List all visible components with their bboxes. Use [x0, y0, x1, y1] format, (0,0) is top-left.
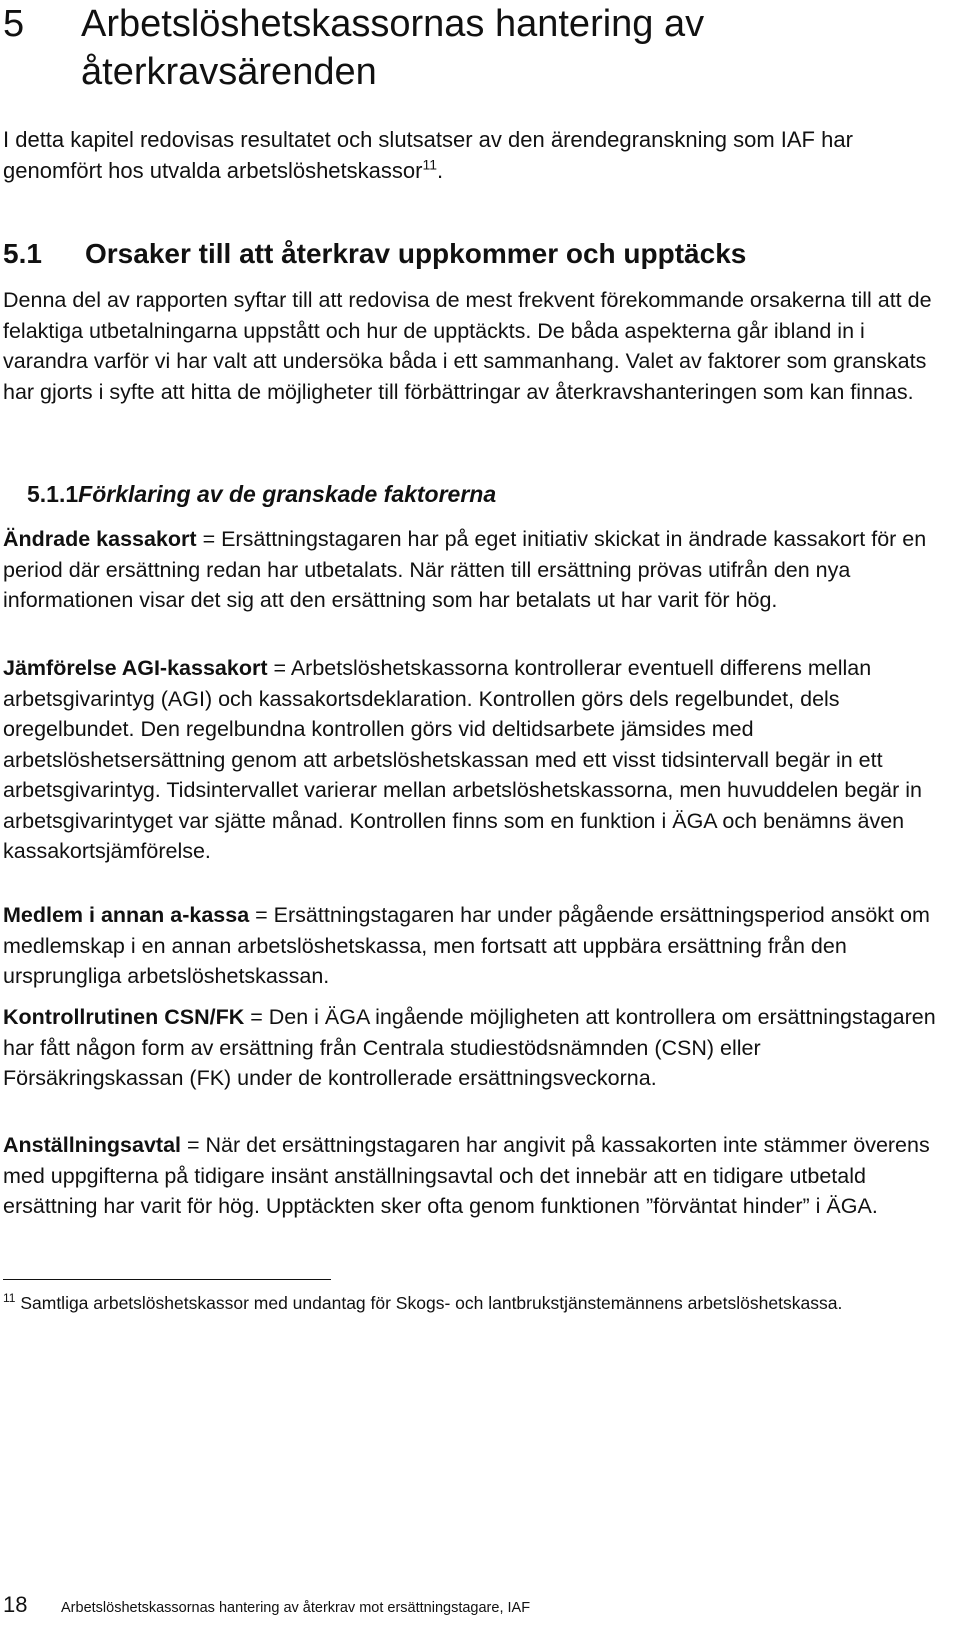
chapter-number: 5 [3, 3, 25, 45]
definition-term: Medlem i annan a-kassa [3, 903, 250, 927]
definition-term: Anställningsavtal [3, 1133, 182, 1157]
intro-paragraph [3, 124, 903, 186]
footer-text: Arbetslöshetskassornas hantering av återkrav mot ersättningstagare, IAF [61, 1600, 531, 1616]
intro-text: I detta kapitel redovisas resultatet och slutsatser av den ärendegranskning som IAF har genomfört hos utvalda arbetslöshetskassor [3, 127, 853, 183]
definition-term: Kontrollrutinen CSN/FK [3, 1005, 245, 1029]
footnote-reference[interactable]: 11 [422, 156, 437, 173]
definition-paragraph [3, 524, 943, 616]
definition-paragraph [3, 1002, 943, 1094]
definition-paragraph [3, 900, 943, 992]
section-heading [3, 234, 746, 274]
chapter-title-line2: återkravsärenden [81, 51, 377, 93]
definition-paragraph [3, 653, 943, 867]
section-body-paragraph: Denna del av rapporten syftar till att redovisa de mest frekvent förekommande orsakerna till att de felaktiga utbetalningarna uppstått och hur de upptäckts. De båda aspekterna går ibland in i varandra varför vi har valt att undersöka båda i ett sammanhang. Valet av faktorer som granskats har gjorts i syfte att hitta de möjligheter till förbättringar av återkravshanteringen som kan finnas. [3, 288, 932, 404]
definition-text: = När det ersättningstagaren har angivit på kassakorten inte stämmer överens med uppgifterna på tidigare insänt anställningsavtal och det innebär att en tidigare utbetald ersättning har varit för hög. Upptäckten sker ofta genom funktionen ”förväntat hinder” i ÄGA. [3, 1133, 930, 1218]
definition-term: Jämförelse AGI-kassakort [3, 656, 268, 680]
definition-text: = Ersättningstagaren har på eget initiativ skickat in ändrade kassakort för en period där ersättning redan har utbetalats. När rätten till ersättning prövas utifrån den nya informationen visar det sig att den ersättning som har betalats ut har varit för hög. [3, 527, 927, 612]
footnote-number: 11 [3, 1291, 16, 1306]
footnote [3, 1290, 883, 1317]
footnote-separator [3, 1279, 331, 1280]
subsection-number: 5.1.1 [27, 481, 79, 507]
subsection-title: Förklaring av de granskade faktorerna [78, 481, 497, 507]
page-footer [3, 1590, 530, 1623]
section-title: Orsaker till att återkrav uppkommer och upptäcks [85, 238, 747, 269]
definition-text: = Arbetslöshetskassorna kontrollerar eventuell differens mellan arbetsgivarintyg (AGI) och kassakortsdeklaration. Kontrollen görs dels regelbundet, dels oregelbundet. Den regelbundna kontrollen görs vid deltidsarbete jämsides med arbetslöshetsersättning genom att arbetslöshetskassan med ett visst tidsintervall begär in ett arbetsgivarintyg. Tidsintervallet varierar mellan arbetslöshetskassorna, men huvuddelen begär in arbetsgivarintyget var sjätte månad. Kontrollen finns som en funktion i ÄGA och benämns även kassakortsjämförelse. [3, 656, 923, 863]
footnote-text: Samtliga arbetslöshetskassor med undantag för Skogs- och lantbrukstjänstemännens arbetslöshetskassa. [15, 1293, 843, 1313]
page-number: 18 [3, 1592, 28, 1617]
definition-text: = Ersättningstagaren har under pågående ersättningsperiod ansökt om medlemskap i en annan arbetslöshetskassa, men fortsatt att uppbära ersättning från den ursprungliga arbetslöshetskassan. [3, 903, 930, 988]
chapter-heading [3, 0, 704, 96]
definition-text: = Den i ÄGA ingående möjligheten att kontrollera om ersättningstagaren har fått någon form av ersättning från Centrala studiestödsnämnden (CSN) eller Försäkringskassan (FK) under de kontrollerade ersättningsveckorna. [3, 1005, 936, 1090]
intro-end: . [437, 158, 444, 183]
definition-paragraph [3, 1130, 943, 1222]
definition-term: Ändrade kassakort [3, 527, 197, 551]
chapter-title-line1: Arbetslöshetskassornas hantering av [81, 3, 705, 45]
section-number: 5.1 [3, 238, 42, 269]
subsection-heading [27, 478, 496, 510]
